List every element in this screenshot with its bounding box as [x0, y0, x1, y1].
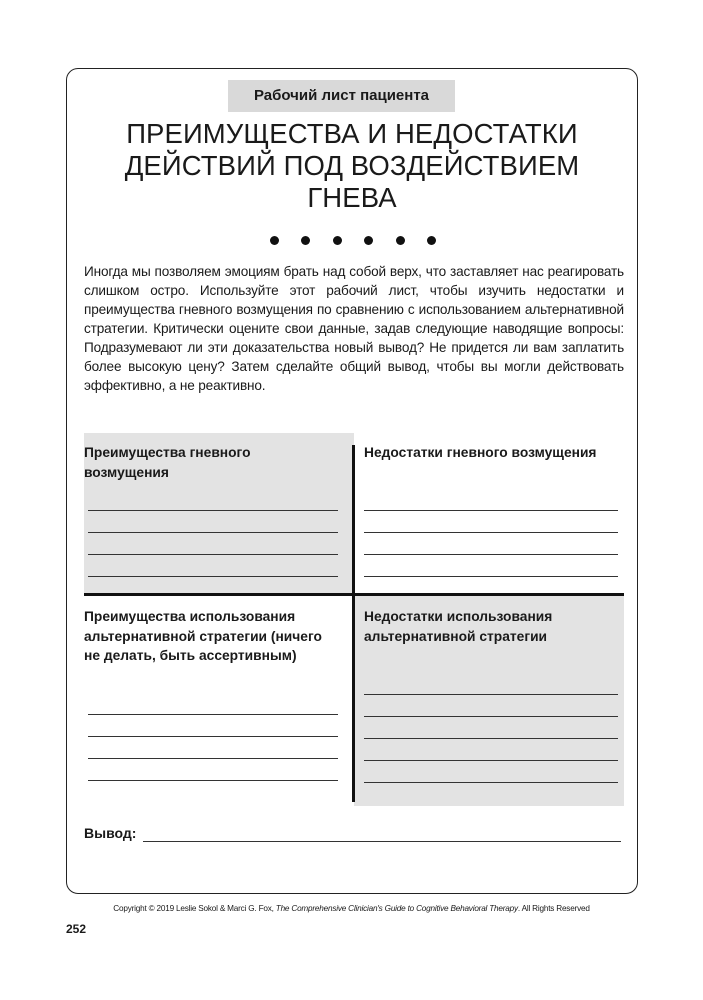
page-title: ПРЕИМУЩЕСТВА И НЕДОСТАТКИ ДЕЙСТВИЙ ПОД ВОЗДЕЙСТВИЕМ ГНЕВА — [124, 118, 580, 213]
copyright-notice — [0, 904, 703, 913]
vertical-divider — [352, 445, 355, 802]
horizontal-divider — [84, 593, 624, 596]
dot-icon — [301, 236, 310, 245]
write-line[interactable] — [88, 532, 338, 533]
page-number: 252 — [66, 922, 87, 936]
write-line[interactable] — [88, 758, 338, 759]
quadrant-heading: Преимущества гневного возмущения — [84, 445, 251, 480]
write-line[interactable] — [88, 780, 338, 781]
decorative-dots — [270, 236, 436, 245]
write-line[interactable] — [88, 510, 338, 511]
write-line[interactable] — [364, 554, 618, 555]
book-title: The Comprehensive Clinician's Guide to Cognitive Behavioral Therapy — [275, 904, 518, 913]
dot-icon — [427, 236, 436, 245]
dot-icon — [333, 236, 342, 245]
quadrant-heading: Преимущества использования альтернативной стратегии (ничего не делать, быть ассертивным) — [84, 609, 322, 663]
write-line[interactable] — [364, 532, 618, 533]
dot-icon — [396, 236, 405, 245]
write-line[interactable] — [364, 782, 618, 783]
write-line[interactable] — [364, 694, 618, 695]
write-line[interactable] — [88, 554, 338, 555]
write-line[interactable] — [88, 576, 338, 577]
worksheet-badge: Рабочий лист пациента — [228, 80, 455, 112]
intro-paragraph: Иногда мы позволяем эмоциям брать над собой верх, что заставляет нас реагировать слишком остро. Используйте этот рабочий лист, чтобы изучить недостатки и преимущества гневного возмущения по сравнению с использованием альтернативной стратегии. Критически оцените свои данные, задав следующие наводящие вопросы: Подразумевают ли эти доказательства новый вывод? Не придется ли вам заплатить более высокую цену? Затем сделайте общий вывод, чтобы вы могли действовать эффективно, а не реактивно. — [84, 264, 624, 393]
write-line[interactable] — [88, 714, 338, 715]
dot-icon — [364, 236, 373, 245]
dot-icon — [270, 236, 279, 245]
write-line[interactable] — [88, 736, 338, 737]
quadrant-anger-disadvantages — [354, 433, 624, 595]
write-line[interactable] — [364, 760, 618, 761]
quadrant-anger-advantages — [84, 433, 354, 595]
copyright-suffix: . All Rights Reserved — [517, 904, 590, 913]
write-line[interactable] — [364, 510, 618, 511]
quadrant-heading: Недостатки гневного возмущения — [364, 445, 597, 460]
conclusion-line[interactable] — [143, 841, 621, 842]
write-line[interactable] — [364, 576, 618, 577]
quadrant-grid — [84, 433, 624, 806]
write-line[interactable] — [364, 716, 618, 717]
conclusion-label: Вывод: — [84, 825, 137, 841]
quadrant-alternative-disadvantages — [354, 595, 624, 806]
quadrant-alternative-advantages — [84, 595, 354, 806]
copyright-prefix: Copyright © 2019 Leslie Sokol & Marci G. Fox, — [113, 904, 276, 913]
write-line[interactable] — [364, 738, 618, 739]
quadrant-heading: Недостатки использования альтернативной стратегии — [364, 609, 553, 644]
